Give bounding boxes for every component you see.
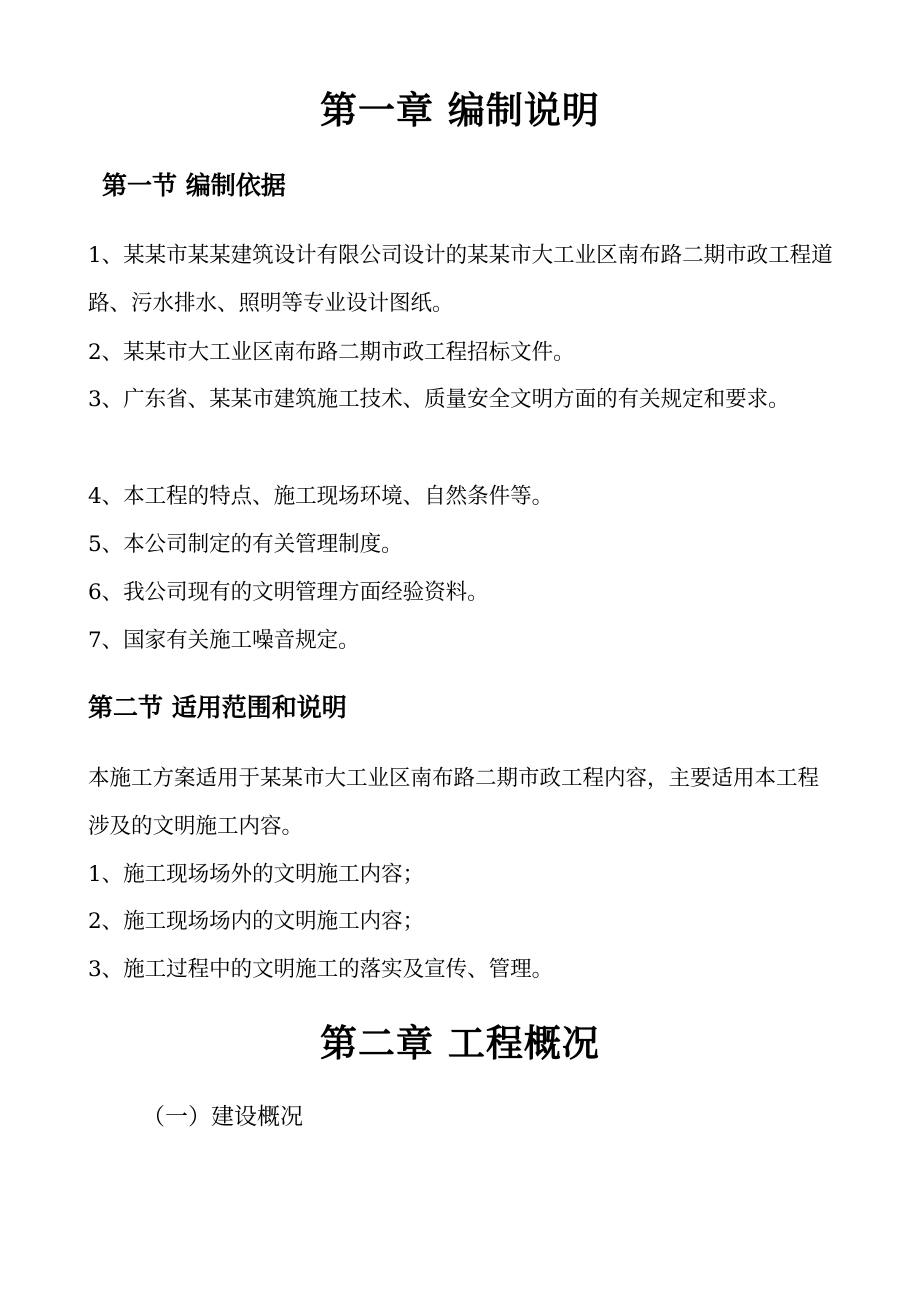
basis-item-3: 3、广东省、某某市建筑施工技术、质量安全文明方面的有关规定和要求。 [88, 387, 790, 412]
basis-item-1: 1、某某市某某建筑设计有限公司设计的某某市大工业区南布路二期市政工程道路、污水排水、照明等专业设计图纸。 [88, 243, 833, 316]
scope-item-2: 2、施工现场场内的文明施工内容； [88, 909, 425, 934]
basis-item-6: 6、我公司现有的文明管理方面经验资料。 [88, 580, 489, 605]
scope-intro: 本施工方案适用于某某市大工业区南布路二期市政工程内容，主要适用本工程涉及的文明施工内容。 [88, 766, 820, 839]
scope-item-3: 3、施工过程中的文明施工的落实及宣传、管理。 [88, 957, 554, 982]
basis-item-4: 4、本工程的特点、施工现场环境、自然条件等。 [88, 484, 554, 509]
chapter-2-title: 第二章 工程概况 [320, 1022, 600, 1065]
section-1-title: 第一节 编制依据 [102, 171, 286, 200]
construction-overview-heading: （一）建设概况 [142, 1104, 303, 1130]
basis-item-7: 7、国家有关施工噪音规定。 [88, 628, 360, 653]
section-2-title: 第二节 适用范围和说明 [88, 693, 347, 722]
basis-item-2: 2、某某市大工业区南布路二期市政工程招标文件。 [88, 340, 575, 365]
chapter-1-title: 第一章 编制说明 [320, 89, 600, 132]
scope-item-1: 1、施工现场场外的文明施工内容； [88, 862, 425, 887]
basis-item-5: 5、本公司制定的有关管理制度。 [88, 532, 403, 557]
